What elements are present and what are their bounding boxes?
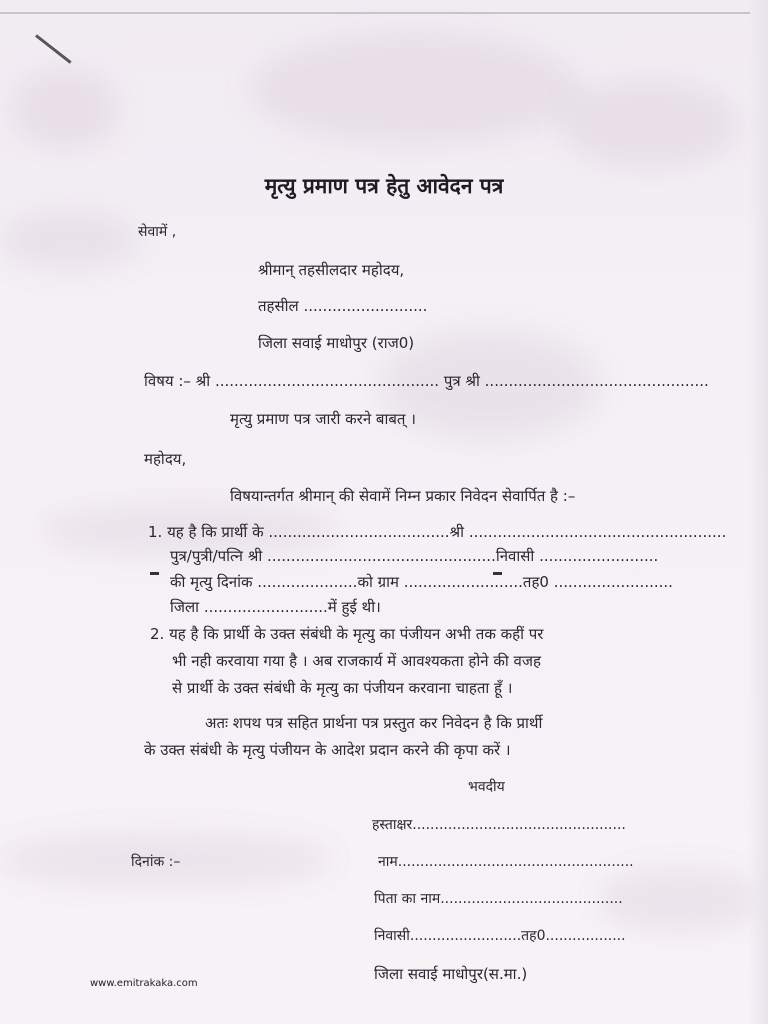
- signature-field: हस्ताक्षर................................................: [372, 817, 626, 833]
- document-title: मृत्यु प्रमाण पत्र हेतु आवेदन पत्र: [264, 174, 504, 198]
- addressee-line-2: तहसील ..........................: [258, 297, 428, 315]
- page-top-edge: [0, 12, 750, 14]
- stray-mark: [150, 572, 159, 575]
- point-1-line-3: की मृत्यु दिनांक .....................को ग्राम .........................तह0 .........................: [170, 573, 673, 591]
- subject-line-1: विषय :– श्री ............................................... पुत्र श्री ...............................................: [144, 372, 709, 390]
- addressee-line-1: श्रीमान् तहसीलदार महोदय,: [258, 261, 405, 279]
- name-field: नाम.....................................................: [378, 854, 634, 870]
- date-label: दिनांक :–: [131, 854, 181, 870]
- subject-line-2: मृत्यु प्रमाण पत्र जारी करने बाबत् ।: [230, 410, 416, 428]
- bleed-mark: [10, 70, 120, 150]
- point-1-line-1: 1. यह है कि प्रार्थी के ......................................श्री ......................................................: [148, 523, 727, 541]
- signoff: भवदीय: [468, 779, 505, 795]
- point-2-line-1: 2. यह है कि प्रार्थी के उक्त संबंधी के मृत्यु का पंजीयन अभी तक कहीं पर: [150, 625, 544, 643]
- footer-website: www.emitrakaka.com: [90, 978, 198, 989]
- salutation: सेवामें ,: [138, 224, 177, 240]
- father-name-field: पिता का नाम.........................................: [374, 891, 623, 907]
- bleed-mark: [600, 870, 760, 930]
- bleed-mark: [560, 80, 740, 170]
- bleed-mark: [0, 210, 140, 270]
- point-1-line-4: जिला ..........................में हुई थी।: [170, 598, 381, 616]
- closing-line-2: के उक्त संबंधी के मृत्यु पंजीयन के आदेश प्रदान करने की कृपा करें ।: [144, 741, 511, 759]
- bleed-mark: [250, 35, 580, 145]
- page-edge: [748, 0, 768, 1024]
- point-2-line-3: से प्रार्थी के उक्त संबंधी के मृत्यु का पंजीयन करवाना चाहता हूँ ।: [172, 679, 513, 697]
- resident-field: निवासी.........................तह0..................: [374, 928, 626, 944]
- point-2-line-2: भी नही करवाया गया है । अब राजकार्य में आवश्यकता होने की वजह: [172, 652, 541, 670]
- district-line: जिला सवाई माधोपुर(स.मा.): [374, 965, 528, 983]
- closing-line-1: अतः शपथ पत्र सहित प्रार्थना पत्र प्रस्तुत कर निवेदन है कि प्रार्थी: [205, 714, 543, 732]
- intro-paragraph: विषयान्तर्गत श्रीमान् की सेवामें निम्न प्रकार निवेदन सेवार्पित है :–: [230, 487, 576, 505]
- greeting: महोदय,: [144, 450, 187, 468]
- point-1-line-2: पुत्र/पुत्री/पत्नि श्री ................................................निवासी .........................: [170, 547, 659, 565]
- addressee-line-3: जिला सवाई माधोपुर (राज0): [258, 334, 415, 352]
